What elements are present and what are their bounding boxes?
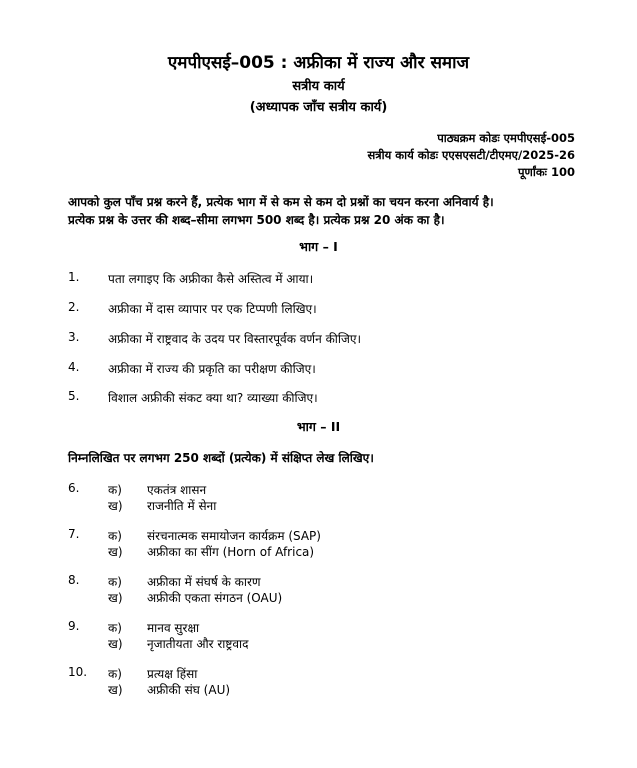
sub-label: ख) bbox=[108, 637, 123, 651]
question-number: 4. bbox=[68, 360, 80, 374]
sub-label: ख) bbox=[108, 591, 123, 605]
assignment-code: सत्रीय कार्य कोडः एएसएसटी/टीएमए/2025-26 bbox=[367, 148, 575, 162]
instruction-line-1: आपको कुल पाँच प्रश्न करने हैं, प्रत्येक भाग में से कम से कम दो प्रश्नों का चयन करना अनिवार्य है। bbox=[68, 195, 494, 209]
question-number: 7. bbox=[68, 527, 80, 541]
question-text: अफ्रीका में राज्य की प्रकृति का परीक्षण कीजिए। bbox=[108, 362, 316, 376]
instruction-line-2: प्रत्येक प्रश्न के उत्तर की शब्द–सीमा लगभग 500 शब्द है। प्रत्येक प्रश्न 20 अंक का है। bbox=[68, 213, 445, 227]
sub-text: एकतंत्र शासन bbox=[147, 483, 207, 497]
course-code: पाठ्यक्रम कोडः एमपीएसई-005 bbox=[437, 131, 575, 145]
question-number: 10. bbox=[68, 665, 88, 679]
sub-text: अफ्रीका में संघर्ष के कारण bbox=[147, 575, 261, 589]
question-number: 8. bbox=[68, 573, 80, 587]
document-subtitle: सत्रीय कार्य bbox=[292, 79, 345, 94]
sub-label: ख) bbox=[108, 683, 123, 697]
document-subtitle-2: (अध्यापक जाँच सत्रीय कार्य) bbox=[249, 100, 388, 115]
question-text: विशाल अफ्रीकी संकट क्या था? व्याख्या कीजिए। bbox=[108, 391, 318, 405]
question-number: 2. bbox=[68, 300, 80, 314]
sub-text: अफ्रीका का सींग (Horn of Africa) bbox=[147, 545, 315, 559]
question-number: 5. bbox=[68, 389, 80, 403]
max-marks: पूर्णांकः 100 bbox=[518, 165, 575, 179]
sub-text: राजनीति में सेना bbox=[147, 499, 217, 513]
sub-label: क) bbox=[108, 667, 122, 681]
sub-text: अफ्रीकी एकता संगठन (OAU) bbox=[147, 591, 283, 605]
sub-text: संरचनात्मक समायोजन कार्यक्रम (SAP) bbox=[147, 529, 321, 543]
sub-text: प्रत्यक्ष हिंसा bbox=[147, 667, 198, 681]
sub-label: क) bbox=[108, 483, 122, 497]
sub-label: क) bbox=[108, 621, 122, 635]
sub-text: अफ्रीकी संघ (AU) bbox=[147, 683, 231, 697]
part-2-heading: भाग – II bbox=[296, 419, 341, 434]
sub-label: क) bbox=[108, 575, 122, 589]
question-text: अफ्रीका में दास व्यापार पर एक टिप्पणी लिखिए। bbox=[108, 302, 317, 316]
document-title: एमपीएसई–005 : अफ्रीका में राज्य और समाज bbox=[167, 53, 470, 73]
question-number: 3. bbox=[68, 330, 80, 344]
question-number: 6. bbox=[68, 481, 80, 495]
question-number: 9. bbox=[68, 619, 80, 633]
question-text: पता लगाइए कि अफ्रीका कैसे अस्तित्व में आया। bbox=[108, 272, 314, 286]
sub-text: नृजातीयता और राष्ट्रवाद bbox=[147, 637, 249, 651]
sub-label: ख) bbox=[108, 545, 123, 559]
question-number: 1. bbox=[68, 270, 80, 284]
sub-label: ख) bbox=[108, 499, 123, 513]
part-1-heading: भाग – I bbox=[299, 239, 338, 254]
sub-label: क) bbox=[108, 529, 122, 543]
part-2-instruction: निम्नलिखित पर लगभग 250 शब्दों (प्रत्येक) में संक्षिप्त लेख लिखिए। bbox=[68, 451, 374, 465]
question-text: अफ्रीका में राष्ट्रवाद के उदय पर विस्तारपूर्वक वर्णन कीजिए। bbox=[108, 332, 362, 346]
sub-text: मानव सुरक्षा bbox=[147, 621, 200, 635]
